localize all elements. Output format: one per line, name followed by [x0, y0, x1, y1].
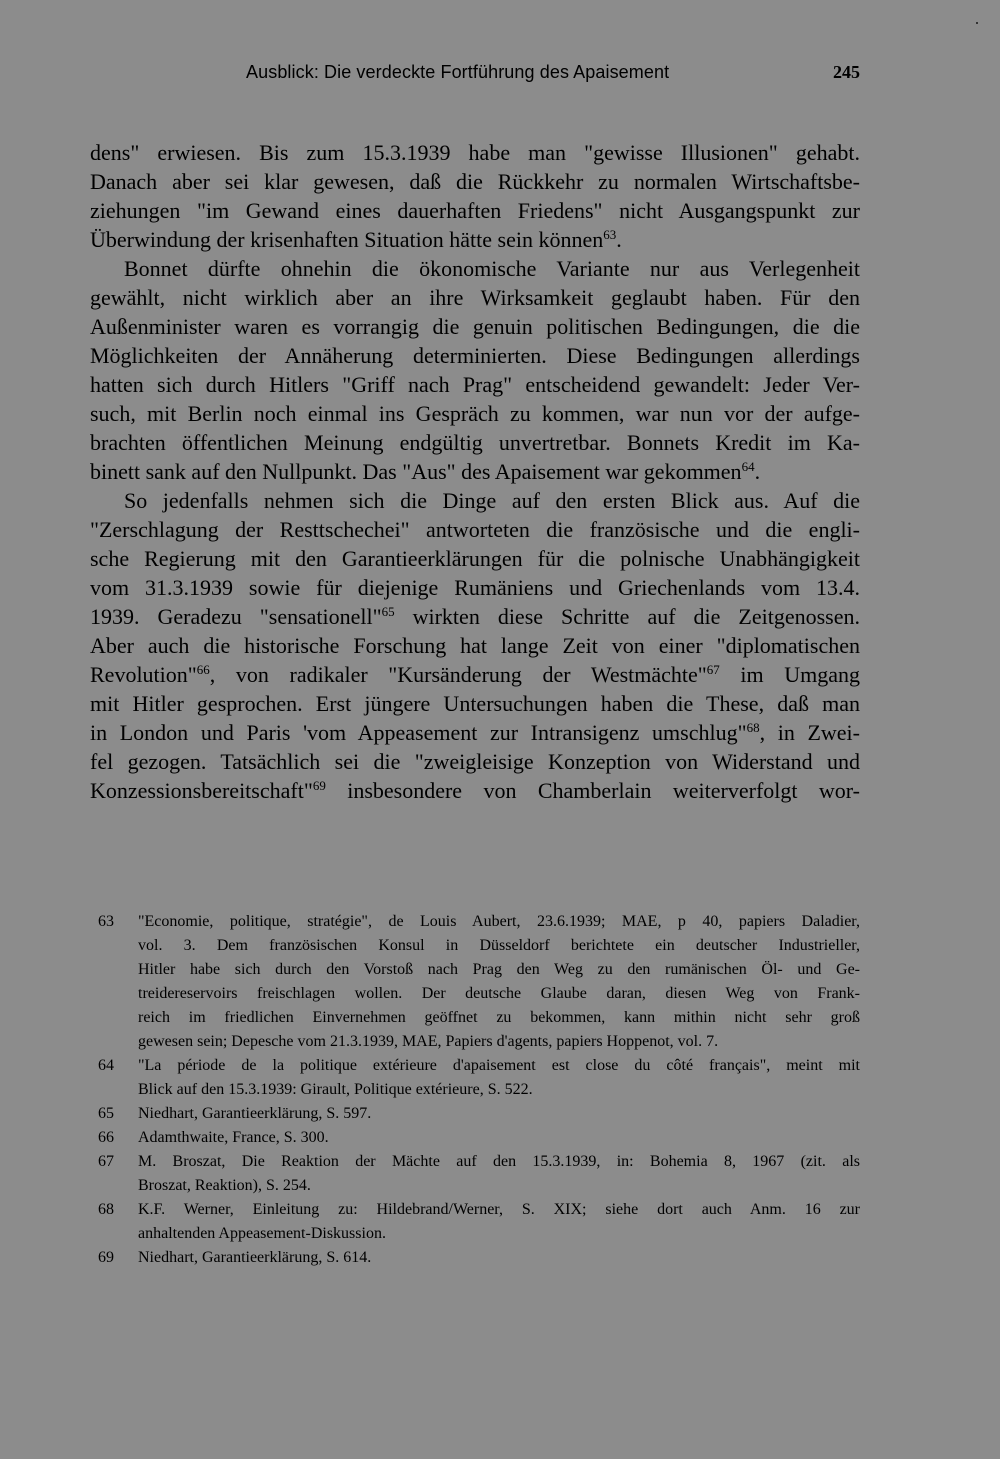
body-text-segment: "Zerschlagung der Resttschechei" antworteten die französische und die engli-: [90, 517, 860, 542]
footnote-line: Hitler habe sich durch den Vorstoß nach Prag den Weg zu den rumänischen Öl- und Ge-: [138, 961, 860, 978]
body-line: [90, 602, 860, 631]
body-text-segment: .: [754, 459, 761, 484]
footnote-number: 63: [98, 913, 114, 930]
footnote-number: 64: [98, 1057, 114, 1074]
body-text-segment: , von radikaler "Kursänderung der Westmächte": [209, 662, 707, 687]
body-text-segment: wirkten diese Schritte auf die Zeitgenossen.: [394, 604, 860, 629]
footnote-line: Blick auf den 15.3.1939: Girault, Politique extérieure, S. 522.: [138, 1081, 533, 1098]
body-line: [90, 660, 860, 689]
footnote-line: Niedhart, Garantieerklärung, S. 614.: [138, 1249, 372, 1266]
footnote-line: anhaltenden Appeasement-Diskussion.: [138, 1225, 386, 1242]
body-line: [90, 689, 860, 718]
body-line: [90, 399, 860, 428]
body-line: [90, 544, 860, 573]
body-text-segment: dens" erwiesen. Bis zum 15.3.1939 habe man "gewisse Illusionen" gehabt.: [90, 140, 860, 165]
body-line: [90, 254, 860, 283]
body-text-segment: im Umgang: [719, 662, 860, 687]
body-line: [90, 167, 860, 196]
body-text-segment: hatten sich durch Hitlers "Griff nach Prag" entscheidend gewandelt: Jeder Ver-: [90, 372, 860, 397]
footnote-reference: 69: [312, 778, 326, 793]
body-text-segment: Überwindung der krisenhaften Situation hätte sein können: [90, 227, 604, 252]
body-line: [90, 573, 860, 602]
footnote-line: K.F. Werner, Einleitung zu: Hildebrand/Werner, S. XIX; siehe dort auch Anm. 16 zur: [138, 1201, 860, 1218]
footnote-reference: 67: [706, 662, 720, 677]
running-header: [90, 58, 860, 90]
body-text-segment: .: [616, 227, 622, 252]
footnote-line: "Economie, politique, stratégie", de Louis Aubert, 23.6.1939; MAE, p 40, papiers Daladier,: [138, 913, 860, 930]
body-text-segment: fel gezogen. Tatsächlich sei die "zweigleisige Konzeption von Widerstand und: [90, 749, 860, 774]
footnote: [92, 1054, 860, 1102]
footnotes: [92, 910, 860, 1270]
body-text-segment: Möglichkeiten der Annäherung determinierten. Diese Bedingungen allerdings: [90, 343, 860, 368]
footnote-reference: 65: [381, 604, 395, 619]
body-line: [90, 341, 860, 370]
body-line: [90, 631, 860, 660]
body-text-segment: ziehungen "im Gewand eines dauerhaften Friedens" nicht Ausgangspunkt zur: [90, 198, 860, 223]
footnote: [92, 1150, 860, 1198]
body-line: [90, 283, 860, 312]
body-text-segment: brachten öffentlichen Meinung endgültig unvertretbar. Bonnets Kredit im Ka-: [90, 430, 860, 455]
body-text-segment: Außenminister waren es vorrangig die genuin politischen Bedingungen, die die: [90, 314, 860, 339]
footnote-line: M. Broszat, Die Reaktion der Mächte auf den 15.3.1939, in: Bohemia 8, 1967 (zit. als: [138, 1153, 860, 1170]
body-line: [90, 486, 860, 515]
footnote-line: vol. 3. Dem französischen Konsul in Düsseldorf berichtete ein deutscher Industrieller,: [138, 937, 860, 954]
body-text-segment: Bonnet dürfte ohnehin die ökonomische Variante nur aus Verlegenheit: [124, 256, 860, 281]
running-title: Ausblick: Die verdeckte Fortführung des Apaisement: [246, 62, 670, 82]
body-text-segment: , in Zwei-: [759, 720, 860, 745]
body-line: [90, 747, 860, 776]
body-text-segment: such, mit Berlin noch einmal ins Gespräch zu kommen, war nun vor der aufge-: [90, 401, 860, 426]
footnote-line: Broszat, Reaktion), S. 254.: [138, 1177, 311, 1194]
footnote: [92, 1246, 860, 1270]
body-line: [90, 138, 860, 167]
footnote-reference: 64: [741, 459, 755, 474]
footnote-line: "La période de la politique extérieure d'apaisement est close du côté français", meint mit: [138, 1057, 860, 1074]
footnote-number: 68: [98, 1201, 114, 1218]
body-text: [90, 138, 860, 805]
body-text-segment: in London und Paris 'vom Appeasement zur Intransigenz umschlug": [90, 720, 747, 745]
page-number: 245: [833, 62, 860, 82]
footnote-line: gewesen sein; Depesche vom 21.3.1939, MAE, Papiers d'agents, papiers Hoppenot, vol. 7.: [138, 1033, 719, 1050]
footnote-line: Niedhart, Garantieerklärung, S. 597.: [138, 1105, 372, 1122]
body-text-segment: mit Hitler gesprochen. Erst jüngere Untersuchungen haben die These, daß man: [90, 691, 860, 716]
footnote-line: Adamthwaite, France, S. 300.: [138, 1129, 329, 1146]
footnote-reference: 63: [603, 227, 617, 242]
footnote: [92, 1102, 860, 1126]
body-line: [90, 515, 860, 544]
body-text-segment: Aber auch die historische Forschung hat lange Zeit von einer "diplomatischen: [90, 633, 860, 658]
footnote: [92, 910, 860, 1054]
body-text-segment: So jedenfalls nehmen sich die Dinge auf den ersten Blick aus. Auf die: [124, 488, 860, 513]
body-line: [90, 312, 860, 341]
body-line: [90, 428, 860, 457]
body-text-segment: binett sank auf den Nullpunkt. Das "Aus" des Apaisement war gekommen: [90, 459, 742, 484]
body-line: [90, 225, 860, 254]
footnote: [92, 1198, 860, 1246]
body-text-segment: vom 31.3.1939 sowie für diejenige Rumäniens und Griechenlands vom 13.4.: [90, 575, 860, 600]
footnote-reference: 68: [746, 720, 760, 735]
body-line: [90, 776, 860, 805]
body-line: [90, 196, 860, 225]
footnote-number: 69: [98, 1249, 114, 1266]
body-text-segment: Danach aber sei klar gewesen, daß die Rückkehr zu normalen Wirtschaftsbe-: [90, 169, 860, 194]
footnote-number: 65: [98, 1105, 114, 1122]
body-text-segment: 1939. Geradezu "sensationell": [90, 604, 382, 629]
footnote: [92, 1126, 860, 1150]
body-line: [90, 457, 860, 486]
footnote-line: reich im friedlichen Einvernehmen geöffnet zu bekommen, kann mithin nicht sehr groß: [138, 1009, 860, 1026]
body-line: [90, 718, 860, 747]
body-line: [90, 370, 860, 399]
body-text-segment: sche Regierung mit den Garantieerklärungen für die polnische Unabhängigkeit: [90, 546, 860, 571]
footnote-number: 66: [98, 1129, 114, 1146]
footnote-line: treidereservoirs freischlagen wollen. Der deutsche Glaube daran, diesen Weg von Frank-: [138, 985, 860, 1002]
body-text-segment: Revolution": [90, 662, 197, 687]
scan-speck: [976, 22, 978, 24]
body-text-segment: Konzessionsbereitschaft": [90, 778, 313, 803]
footnote-reference: 66: [196, 662, 210, 677]
footnote-number: 67: [98, 1153, 114, 1170]
body-text-segment: gewählt, nicht wirklich aber an ihre Wirksamkeit geglaubt haben. Für den: [90, 285, 860, 310]
body-text-segment: insbesondere von Chamberlain weiterverfolgt wor-: [325, 778, 860, 803]
